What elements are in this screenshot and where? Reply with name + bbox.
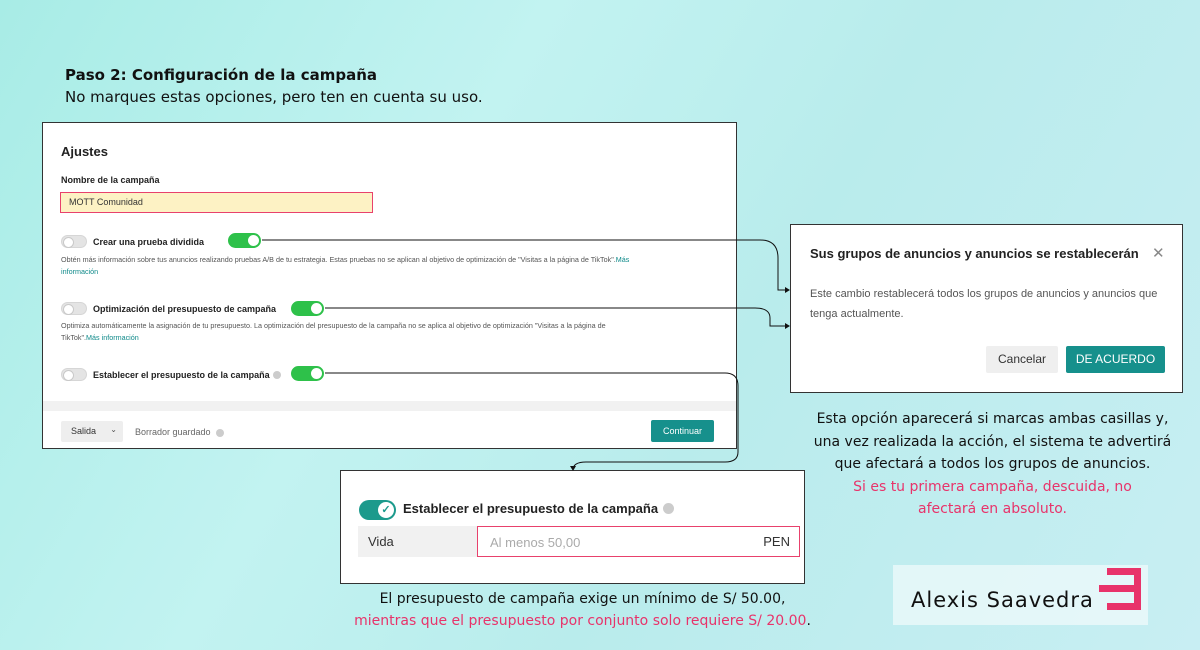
chevron-down-icon: ⌄ xyxy=(110,425,117,434)
split-test-label: Crear una prueba dividida xyxy=(93,236,205,247)
dialog-explanation-note xyxy=(800,408,1185,521)
set-budget-row xyxy=(61,368,281,381)
note-highlight-1: Si es tu primera campaña, descuida, no xyxy=(853,478,1132,495)
step-title: Paso 2: Configuración de la campaña xyxy=(65,66,378,84)
split-test-toggle[interactable] xyxy=(61,235,87,248)
exit-dropdown-button[interactable] xyxy=(61,421,123,442)
currency-label: PEN xyxy=(763,534,790,549)
budget-label xyxy=(403,501,674,516)
split-test-toggle-on-example xyxy=(228,233,261,248)
budget-optimization-description xyxy=(61,320,711,344)
brand-name: Alexis Saavedra xyxy=(911,588,1094,612)
settings-panel xyxy=(42,122,737,449)
cancel-button[interactable]: Cancelar xyxy=(986,346,1058,373)
settings-title: Ajustes xyxy=(61,144,108,159)
bottom-note-end: . xyxy=(806,613,811,629)
bottom-note-line-1: El presupuesto de campaña exige un mínimo de S/ 50.00, xyxy=(379,591,786,607)
note-highlight-2: afectará en absoluto. xyxy=(918,501,1067,517)
budget-optimization-more-info-link[interactable]: Más información xyxy=(86,333,139,342)
ok-button[interactable]: DE ACUERDO xyxy=(1066,346,1165,373)
budget-optimization-row xyxy=(61,302,276,315)
budget-label-text: Establecer el presupuesto de la campaña xyxy=(403,501,659,516)
split-test-more-info-link[interactable]: Más xyxy=(615,255,630,264)
budget-amount-placeholder: Al menos 50,00 xyxy=(490,535,581,550)
reset-warning-dialog xyxy=(790,224,1183,393)
note-line-2: una vez realizada la acción, el sistema te advertirá xyxy=(813,433,1172,450)
step-subtitle: No marques estas opciones, pero ten en cuenta su uso. xyxy=(65,88,483,106)
budget-optimization-label: Optimización del presupuesto de campaña xyxy=(93,303,277,314)
help-icon[interactable] xyxy=(663,503,674,514)
help-icon[interactable] xyxy=(216,429,224,437)
set-budget-label: Establecer el presupuesto de la campaña xyxy=(93,369,270,380)
set-budget-toggle[interactable] xyxy=(61,368,87,381)
budget-optimization-toggle-on-example xyxy=(291,301,324,316)
help-icon[interactable] xyxy=(273,371,281,379)
instruction-heading xyxy=(65,64,483,108)
note-line-3: que afectará a todos los grupos de anuncios. xyxy=(834,456,1151,472)
close-icon[interactable]: ✕ xyxy=(1152,245,1165,262)
budget-amount-input[interactable] xyxy=(477,526,800,557)
budget-optimization-description-line2: TikTok". xyxy=(61,333,87,342)
budget-optimization-description-text: Optimiza automáticamente la asignación de tu presupuesto. La optimización del presupuesto de la campaña no se aplica al objetivo de optimización "Visitas a la página de xyxy=(61,321,606,330)
draft-status-text: Borrador guardado xyxy=(135,427,211,437)
budget-panel xyxy=(340,470,805,584)
note-line-1: Esta opción aparecerá si marcas ambas casillas y, xyxy=(816,411,1169,427)
set-budget-toggle-on-example xyxy=(291,366,324,381)
exit-label: Salida xyxy=(71,426,97,436)
brand-logo-icon xyxy=(1099,568,1141,610)
dialog-title: Sus grupos de anuncios y anuncios se restablecerán xyxy=(810,246,1139,261)
budget-period-value: Vida xyxy=(368,534,394,549)
campaign-name-input[interactable]: MOTT Comunidad xyxy=(60,192,373,213)
check-icon: ✓ xyxy=(378,502,394,518)
bottom-note-line-2 xyxy=(300,610,865,632)
split-test-description-text: Obtén más información sobre tus anuncios realizando pruebas A/B de tu estrategia. Estas pruebas no se aplican al objetivo de optimización de "Visitas a la página de TikTok". xyxy=(61,255,616,264)
campaign-name-label: Nombre de la campaña xyxy=(61,175,160,185)
continue-button[interactable]: Continuar xyxy=(651,420,714,442)
draft-status xyxy=(135,427,224,437)
split-test-description xyxy=(61,254,711,278)
budget-optimization-toggle[interactable] xyxy=(61,302,87,315)
dialog-body: Este cambio restablecerá todos los grupos de anuncios y anuncios que tenga actualmente. xyxy=(810,288,1158,320)
settings-footer xyxy=(43,401,736,448)
bottom-note-highlight: mientras que el presupuesto por conjunto solo requiere S/ 20.00 xyxy=(354,613,807,629)
budget-toggle[interactable] xyxy=(359,500,396,520)
budget-minimum-note xyxy=(300,588,865,632)
split-test-row xyxy=(61,235,204,248)
split-test-more-info-link-2[interactable]: información xyxy=(61,267,99,276)
